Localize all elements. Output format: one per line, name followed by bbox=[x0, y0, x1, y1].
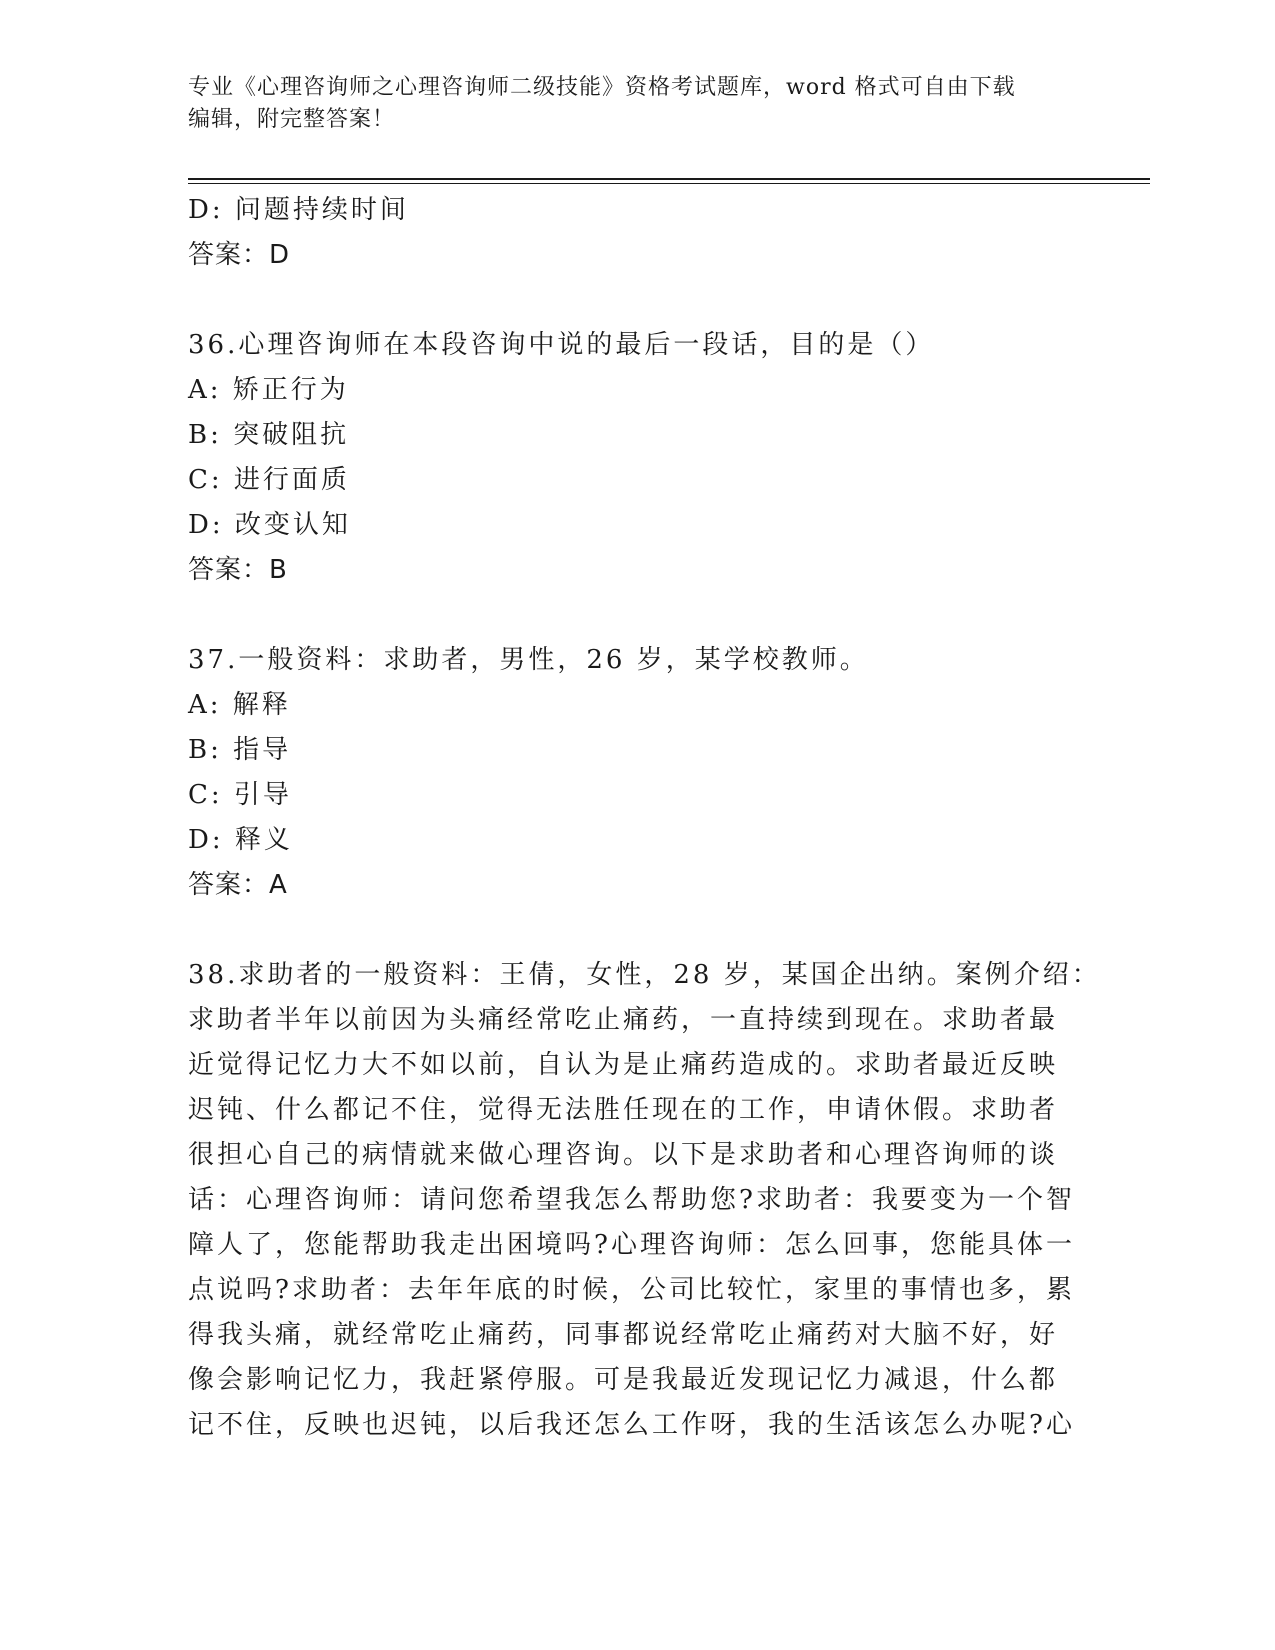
option-d: D: 释义 bbox=[188, 825, 293, 855]
option-a: A: 矫正行为 bbox=[188, 375, 349, 405]
header-line-1: 专业《心理咨询师之心理咨询师二级技能》资格考试题库，word 格式可自由下载 bbox=[188, 75, 1016, 100]
answer-label: 答案：A bbox=[188, 870, 288, 900]
document-header bbox=[188, 72, 1068, 136]
document-body bbox=[188, 188, 1101, 1448]
question-stem: 37.一般资料：求助者，男性，26 岁，某学校教师。 bbox=[188, 645, 869, 675]
option-c: C: 进行面质 bbox=[188, 465, 350, 495]
question-text-line: 障人了，您能帮助我走出困境吗?心理咨询师：怎么回事，您能具体一 bbox=[188, 1230, 1075, 1260]
question-text-line: 点说吗?求助者：去年年底的时候，公司比较忙，家里的事情也多，累 bbox=[188, 1275, 1075, 1305]
header-divider-thin bbox=[188, 183, 1150, 184]
question-stem: 36.心理咨询师在本段咨询中说的最后一段话，目的是（） bbox=[188, 330, 935, 360]
question-text-line: 38.求助者的一般资料：王倩，女性，28 岁，某国企出纳。案例介绍： bbox=[188, 960, 1101, 990]
option-b: B: 突破阻抗 bbox=[188, 420, 350, 450]
answer-label: 答案：B bbox=[188, 555, 288, 585]
question-text-line: 得我头痛，就经常吃止痛药，同事都说经常吃止痛药对大脑不好，好 bbox=[188, 1320, 1059, 1350]
option-d: D: 改变认知 bbox=[188, 510, 351, 540]
question-38 bbox=[188, 953, 1101, 1448]
header-line-2: 编辑，附完整答案！ bbox=[188, 107, 396, 132]
option-c: C: 引导 bbox=[188, 780, 292, 810]
question-36 bbox=[188, 323, 1078, 593]
option-b: B: 指导 bbox=[188, 735, 292, 765]
header-divider bbox=[188, 178, 1150, 180]
question-text-line: 记不住，反映也迟钝，以后我还怎么工作呀，我的生活该怎么办呢?心 bbox=[188, 1410, 1075, 1440]
option-a: A: 解释 bbox=[188, 690, 291, 720]
question-37 bbox=[188, 638, 1078, 908]
question-text-line: 求助者半年以前因为头痛经常吃止痛药，一直持续到现在。求助者最 bbox=[188, 1005, 1059, 1035]
option-d: D: 问题持续时间 bbox=[188, 195, 409, 225]
question-text-line: 迟钝、什么都记不住，觉得无法胜任现在的工作，申请休假。求助者 bbox=[188, 1095, 1059, 1125]
question-text-line: 近觉得记忆力大不如以前，自认为是止痛药造成的。求助者最近反映 bbox=[188, 1050, 1059, 1080]
question-text-line: 很担心自己的病情就来做心理咨询。以下是求助者和心理咨询师的谈 bbox=[188, 1140, 1059, 1170]
question-text-line: 话：心理咨询师：请问您希望我怎么帮助您?求助者：我要变为一个智 bbox=[188, 1185, 1075, 1215]
answer-label: 答案：D bbox=[188, 240, 291, 270]
question-text-line: 像会影响记忆力，我赶紧停服。可是我最近发现记忆力减退，什么都 bbox=[188, 1365, 1059, 1395]
question-35-tail bbox=[188, 188, 1078, 278]
